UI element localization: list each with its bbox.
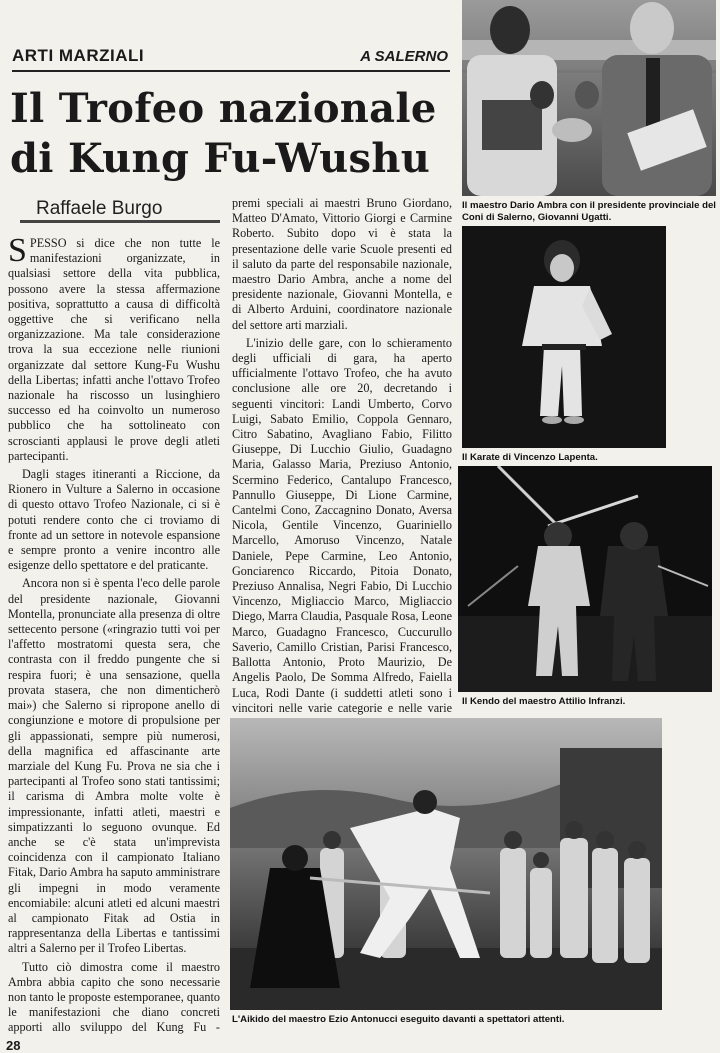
article-headline: [10, 84, 450, 184]
paragraph-6: premi speciali ai maestri Bruno Giordano, Matteo D'Amato, Vittorio Giorgi e Carmine Roberto. Subito dopo vi è stata la presentazione delle varie Scuole presenti ed il saluto da parte del responsabile nazionale, maestro Dario Ambra, anche a nome del presidente nazionale, Giovanni Montella, e di Alberto Arduini, coordinatore nazionale del settore arti marziali.: [232, 196, 452, 332]
photo-caption-4: L'Aikido del maestro Ezio Antonucci eseguito davanti a spettatori attenti.: [232, 1014, 565, 1025]
byline-rule: [20, 220, 220, 223]
section-label: ARTI MARZIALI: [12, 46, 145, 65]
photo-kendo: [458, 466, 712, 692]
paragraph-1-text: si dice che non tutte le manifestazioni organizzate, in qualsiasi settore della vita pubblica, possono avere la stessa affermazione positiva, soprattutto a causa di difficoltà oggettive che si verificano nella organizzazione. Ma tale considerazione trova la sua eccezione nelle riunioni organizzate dal settore Kung-Fu Wushu della Libertas; infatti anche l'ottavo Trofeo nazionale ha riscosso un lusinghiero successo ed ha coinvolto un numeroso pubblico che ha sottolineato con scroscianti applausi le prove degli atleti partecipanti.: [8, 236, 220, 463]
article-column-1: [8, 236, 220, 1036]
article-column-2: [232, 196, 452, 716]
paragraph-1: [8, 236, 220, 464]
location-label: A SALERNO: [360, 48, 448, 65]
paragraph-2: Dagli stages itineranti a Riccione, da Rionero in Vulture a Salerno in occasione di questo ottavo Trofeo Nazionale, ci si è potuti rendere conto che ci troviamo di fronte ad un settore in notevole espansione e sempre pronto a venire incontro alle esigenze dello spettatore e del praticante.: [8, 467, 220, 573]
photo-handshake: [462, 0, 716, 196]
photo-caption-1: Il maestro Dario Ambra con il presidente provinciale del Coni di Salerno, Giovanni Ugatti.: [462, 200, 716, 223]
paragraph-3: Ancora non si è spenta l'eco delle parole del presidente nazionale, Giovanni Montella, pronunciate alla presenza di oltre settecento persone («ringrazio tutti voi per l'affetto mostratomi questa sera, che contrasta con il freddo pungente che si respira fuori; è una sensazione, quella provata stasera, che non dimenticherò mai») che Salerno si ripropone anello di congiunzione e motore di propulsione per gli appassionati, sempre più numerosi, della magnifica ed affascinante arte marziale del Kung Fu. Prova ne sia che i partecipanti al Trofeo sono stati tantissimi; il carisma di Ambra molte volte è impressionante, infatti atleti, maestri e simpatizzanti lo seguono ovunque. Ed anche se c'è stata un'imprevista coincidenza con il campionato Italiano Fitak, Dario Ambra ha saputo amministrare gli impegni in modo veramente encomiabile: alcuni atleti ed alcuni maestri al campionato Fitak ad Ostia in rappresentanza della Libertas e tantissimi altri a Salerno per il Trofeo Libertas.: [8, 576, 220, 956]
headline-line-2: di Kung Fu-Wushu: [10, 135, 431, 182]
paragraph-7: L'inizio delle gare, con lo schieramento degli ufficiali di gara, ha aperto ufficialmente l'ottavo Trofeo, che ha avuto conclusione alle ore 20, decretando i seguenti vincitori: Landi Umberto, Corvo Luigi, Sabato Emilio, Coppola Gennaro, Citro Sabatino, Avagliano Fabio, Filitto Giuseppe, Di Lucchio Giulio, Guadagno Maria, Galasso Maria, Preziuso Antonio, Scermino Federico, Cantalupo Francesco, Pannullo Giuseppe, Di Lione Carmine, Cantelmi Cono, Zaccagnino Donato, Aversa Nicola, Gentile Vincenzo, Guariniello Marcello, Amoruso Vincenzo, Natale Daniele, Pepe Carmine, Leo Antonio, Gonciarenco Riccardo, Pitoia Donato, Preziuso Annalisa, Negri Fabio, Di Lucchio Vincenzo, Migliaccio Marco, Migliaccio Diego, Marra Claudia, Pasquale Rosa, Leone Marco, Guadagno Francesco, Cuccurullo Saverio, Camillo Cristian, Parisi Francesco, Ballotta Antonio, Proto Maurizio, De Angelis Paolo, De Somma Alfredo, Faiella Luca, Rodi Dante (i suddetti atleti sono i vincitori nelle varie categorie e nelle varie: [232, 335, 452, 715]
paragraph-4: Tutto ciò dimostra come il maestro Ambra abbia capito che sono necessarie non tanto le proposte estemporanee, quanto le manifestazioni che diano concreti apporti allo sviluppo del Kung Fu -: [8, 959, 220, 1035]
page-number: 28: [6, 1038, 21, 1053]
photo-karate: [462, 226, 666, 448]
drop-cap: S: [8, 236, 27, 269]
headline-line-1: Il Trofeo nazionale: [10, 85, 437, 132]
photo-caption-2: Il Karate di Vincenzo Lapenta.: [462, 452, 598, 463]
author-byline: Raffaele Burgo: [36, 198, 163, 219]
photo-caption-3: Il Kendo del maestro Attilio Infranzi.: [462, 696, 626, 707]
photo-aikido: [230, 718, 662, 1010]
first-word: PESSO: [29, 236, 67, 250]
